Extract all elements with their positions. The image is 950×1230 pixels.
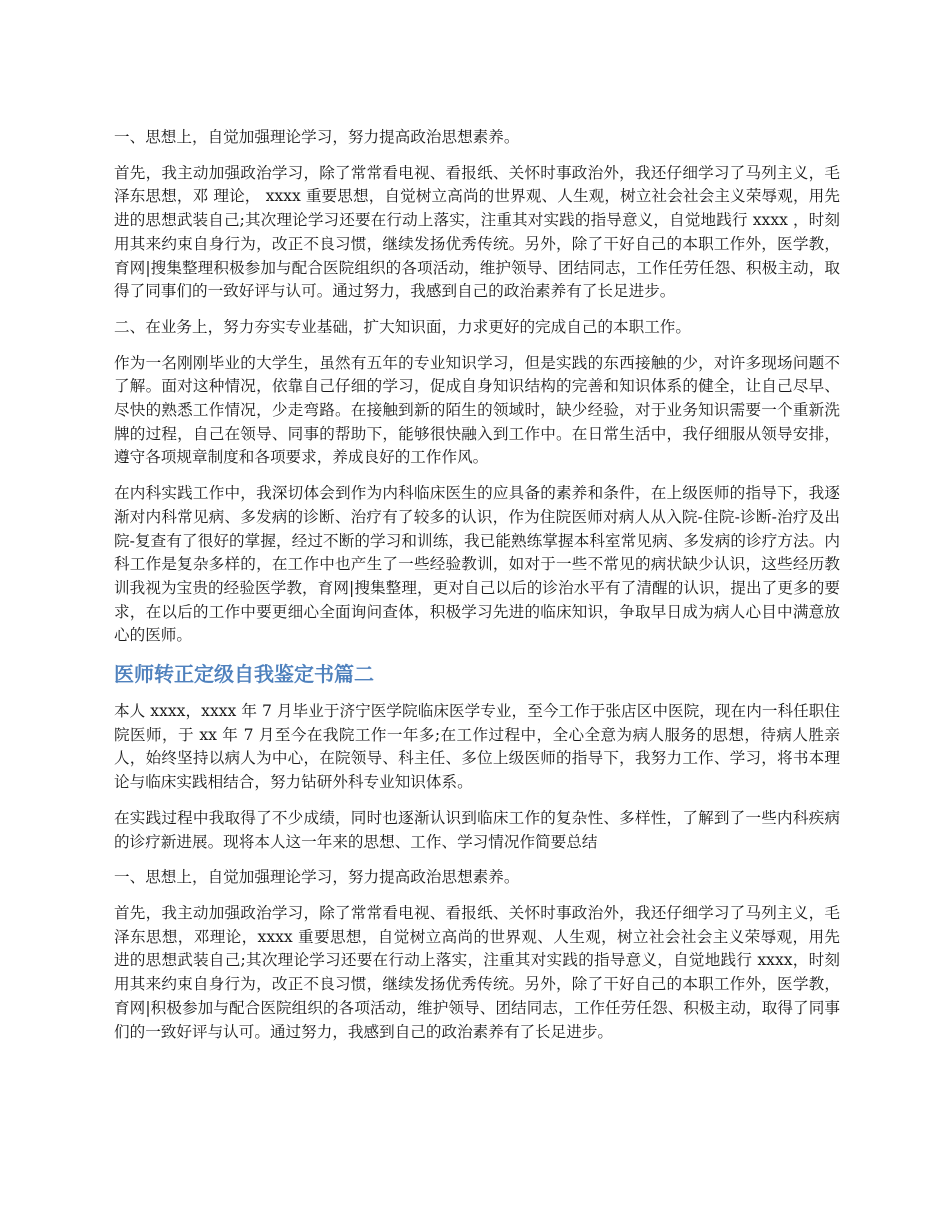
paragraph-graduate-experience: 作为一名刚刚毕业的大学生，虽然有五年的专业知识学习，但是实践的东西接触的少，对许多现场问题不了解。面对这种情况，依靠自己仔细的学习，促成自身知识结构的完善和知识体系的健全，让自己尽早、尽快的熟悉工作情况，少走弯路。在接触到新的陌生的领域时，缺少经验，对于业务知识需要一个重新洗牌的过程，自己在领导、同事的帮助下，能够很快融入到工作中。在日常生活中，我仔细服从领导安排，遵守各项规章制度和各项要求，养成良好的工作作风。 xyxy=(114,353,840,467)
paragraph-self-introduction: 本人 xxxx，xxxx 年 7 月毕业于济宁医学院临床医学专业，至今工作于张店区中医院，现在内一科任职住院医师，于 xx 年 7 月至今在我院工作一年多;在工作过程中，全心全意为病人服务的思想，待病人胜亲人，始终坚持以病人为中心，在院领导、科主任、多位上级医师的指导下，我努力工作、学习，将书本理论与临床实践相结合，努力钻研外科专业知识体系。 xyxy=(114,702,840,792)
paragraph-internal-medicine-practice: 在内科实践工作中，我深切体会到作为内科临床医生的应具备的素养和条件，在上级医师的指导下，我逐渐对内科常见病、多发病的诊断、治疗有了较多的认识，作为住院医师对病人从入院-住院-诊断-治疗及出院-复查有了很好的掌握，经过不断的学习和训练，我已能熟练掌握本科室常见病、多发病的诊疗方法。内科工作是复杂多样的，在工作中也产生了一些经验教训，如对于一些不常见的病状缺少认识，这些经历教训我视为宝贵的经验医学教，育网|搜集整理，更对自己以后的诊治水平有了清醒的认识，提出了更多的要求，在以后的工作中要更细心全面询问查体，积极学习先进的临床知识，争取早日成为病人心目中满意放心的医师。 xyxy=(114,484,840,645)
section-heading: 医师转正定级自我鉴定书篇二 xyxy=(114,662,374,687)
document-body xyxy=(114,126,840,1056)
paragraph-summary-intro: 在实践过程中我取得了不少成绩，同时也逐渐认识到临床工作的复杂性、多样性，了解到了一些内科疾病的诊疗新进展。现将本人这一年来的思想、工作、学习情况作简要总结 xyxy=(114,808,840,851)
paragraph-political-study: 首先，我主动加强政治学习，除了常常看电视、看报纸、关怀时事政治外，我还仔细学习了马列主义，毛泽东思想，邓 理论， xxxx 重要思想，自觉树立高尚的世界观、人生观，树立社会社会主义荣辱观，用先进的思想武装自己;其次理论学习还要在行动上落实，注重其对实践的指导意义，自觉地践行 xxxx ，时刻用其来约束自身行为，改正不良习惯，继续发扬优秀传统。另外，除了干好自己的本职工作外，医学教，育网|搜集整理积极参加与配合医院组织的各项活动，维护领导、团结同志，工作任劳任怨、积极主动，取得了同事们的一致好评与认可。通过努力，我感到自己的政治素养有了长足进步。 xyxy=(114,163,840,301)
paragraph-thought-heading: 一、思想上，自觉加强理论学习，努力提高政治思想素养。 xyxy=(114,128,520,146)
paragraph-political-study-2: 首先，我主动加强政治学习，除了常常看电视、看报纸、关怀时事政治外，我还仔细学习了马列主义，毛泽东思想，邓理论，xxxx 重要思想，自觉树立高尚的世界观、人生观，树立社会社会主义荣辱观，用先进的思想武装自己;其次理论学习还要在行动上落实，注重其对实践的指导意义，自觉地践行 xxxx，时刻用其来约束自身行为，改正不良习惯，继续发扬优秀传统。另外，除了干好自己的本职工作外，医学教，育网|积极参加与配合医院组织的各项活动，维护领导、团结同志，工作任劳任怨、积极主动，取得了同事们的一致好评与认可。通过努力，我感到自己的政治素养有了长足进步。 xyxy=(114,903,840,1041)
paragraph-thought-heading-2: 一、思想上，自觉加强理论学习，努力提高政治思想素养。 xyxy=(114,868,520,887)
paragraph-business-heading: 二、在业务上，努力夯实专业基础，扩大知识面，力求更好的完成自己的本职工作。 xyxy=(114,317,691,336)
